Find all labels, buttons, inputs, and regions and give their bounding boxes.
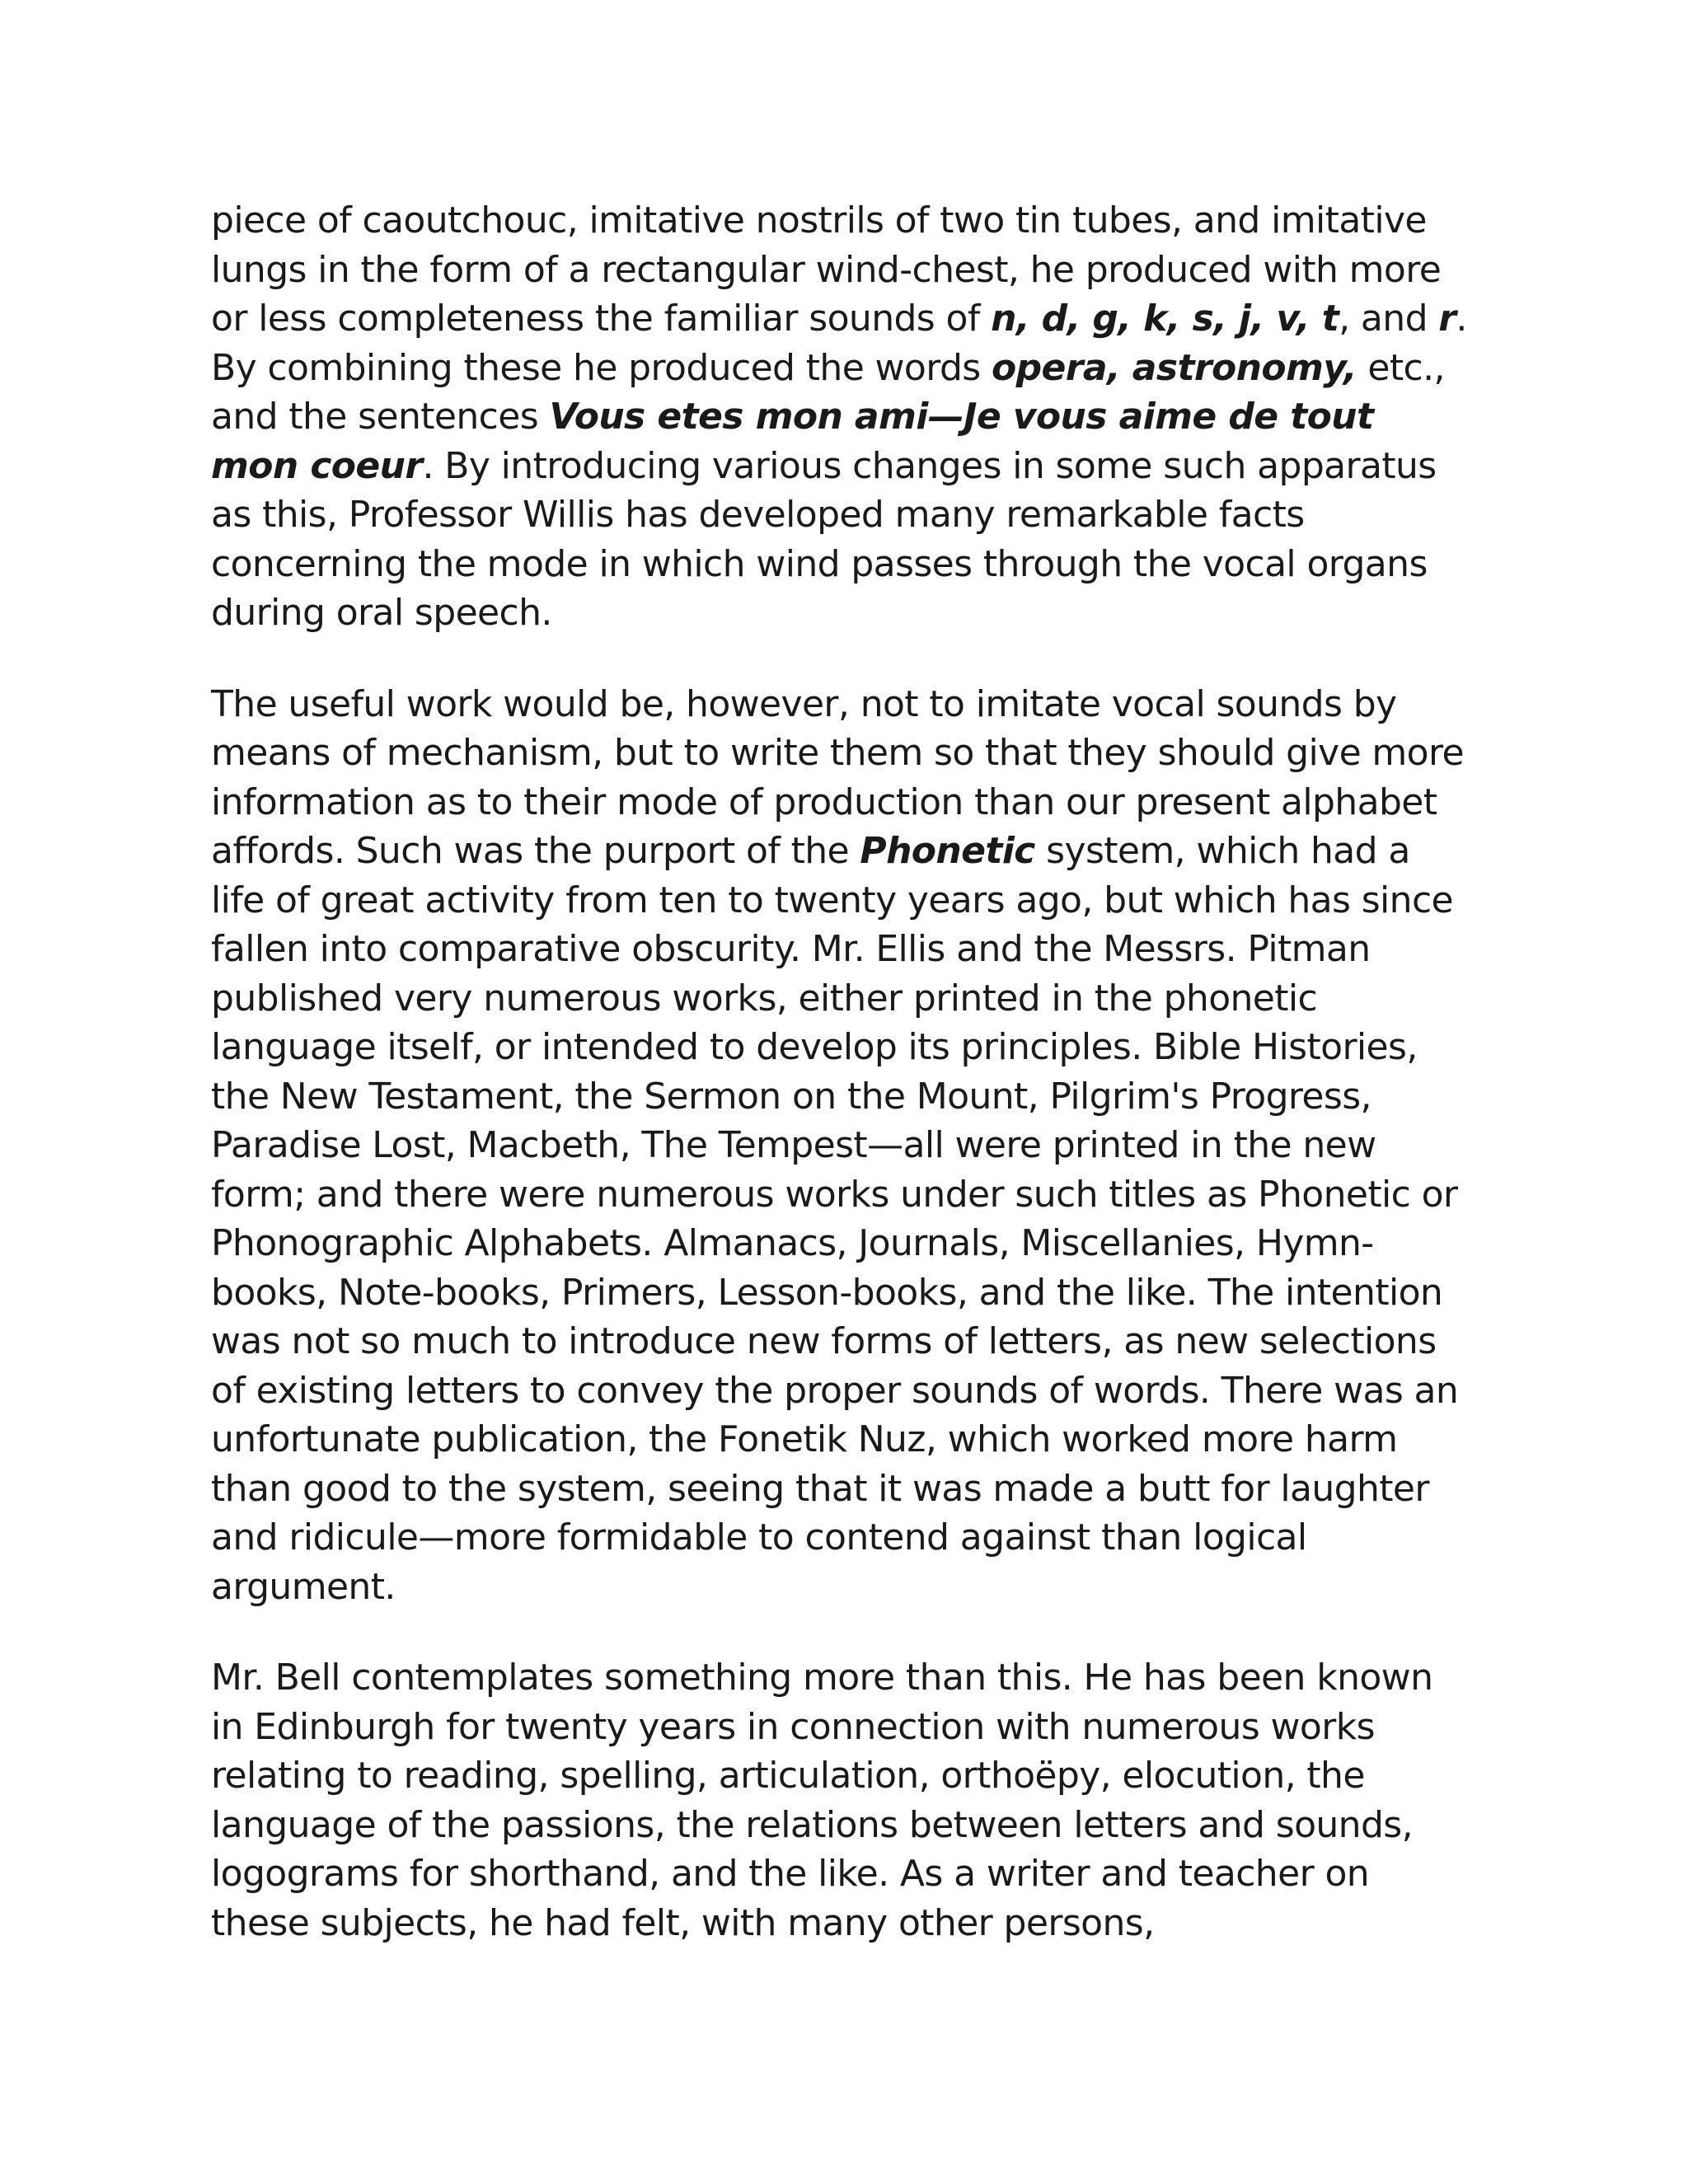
emphasis-text: n, d, g, k, s, j, v, t xyxy=(991,298,1339,340)
emphasis-text: r xyxy=(1438,298,1456,340)
text-run: etc., and the sentences xyxy=(211,346,1445,438)
text-run: system, which had a life of great activity from ten to twenty years ago, but which has since fallen into comparative obscurity. Mr. Ellis and the Messrs. Pitman published very numerous works, either printed in the phonetic language itself, or intended to develop its principles. Bible Histories, the New Testament, the Sermon on the Mount, Pilgrim's Progress, Paradise Lost, Macbeth, The Tempest—all were printed in the new form; and there were numerous works under such titles as Phonetic or Phonographic Alphabets. Almanacs, Journals, Miscellanies, Hymn-books, Note-books, Primers, Lesson-books, and the like. The intention was not so much to introduce new forms of letters, as new selections of existing letters to convey the proper sounds of words. There was an unfortunate publication, the Fonetik Nuz, which worked more harm than good to the system, seeing that it was made a butt for laughter and ridicule—more formidable to contend against than logical argument. xyxy=(211,830,1459,1608)
text-run: piece of caoutchouc, imitative nostrils of two tin tubes, and imitative lungs in the form of a rectangular wind-chest, he produced with more or less completeness the familiar sounds of xyxy=(211,199,1442,340)
paragraph-2 xyxy=(211,680,1472,1612)
emphasis-text: Phonetic xyxy=(860,830,1035,872)
document-page xyxy=(211,196,1472,1947)
text-run: . By combining these he produced the words xyxy=(211,298,1467,389)
paragraph-3 xyxy=(211,1653,1472,1947)
emphasis-text: opera, astronomy, xyxy=(992,346,1357,389)
emphasis-text: Vous etes mon ami—Je vous aime de tout mon coeur xyxy=(211,396,1374,487)
text-run: The useful work would be, however, not to imitate vocal sounds by means of mechanism, but to write them so that they should give more information as to their mode of production than our present alphabet affords. Such was the purport of the xyxy=(211,682,1464,872)
paragraph-1 xyxy=(211,196,1472,638)
text-run: Mr. Bell contemplates something more than this. He has been known in Edinburgh for twenty years in connection with numerous works relating to reading, spelling, articulation, orthoëpy, elocution, the language of the passions, the relations between letters and sounds, logograms for shorthand, and the like. As a writer and teacher on these subjects, he had felt, with many other persons, xyxy=(211,1657,1433,1944)
text-run: , and xyxy=(1339,298,1439,340)
text-run: . By introducing various changes in some such apparatus as this, Professor Willis has developed many remarkable facts concerning the mode in which wind passes through the vocal organs during oral speech. xyxy=(211,444,1437,634)
